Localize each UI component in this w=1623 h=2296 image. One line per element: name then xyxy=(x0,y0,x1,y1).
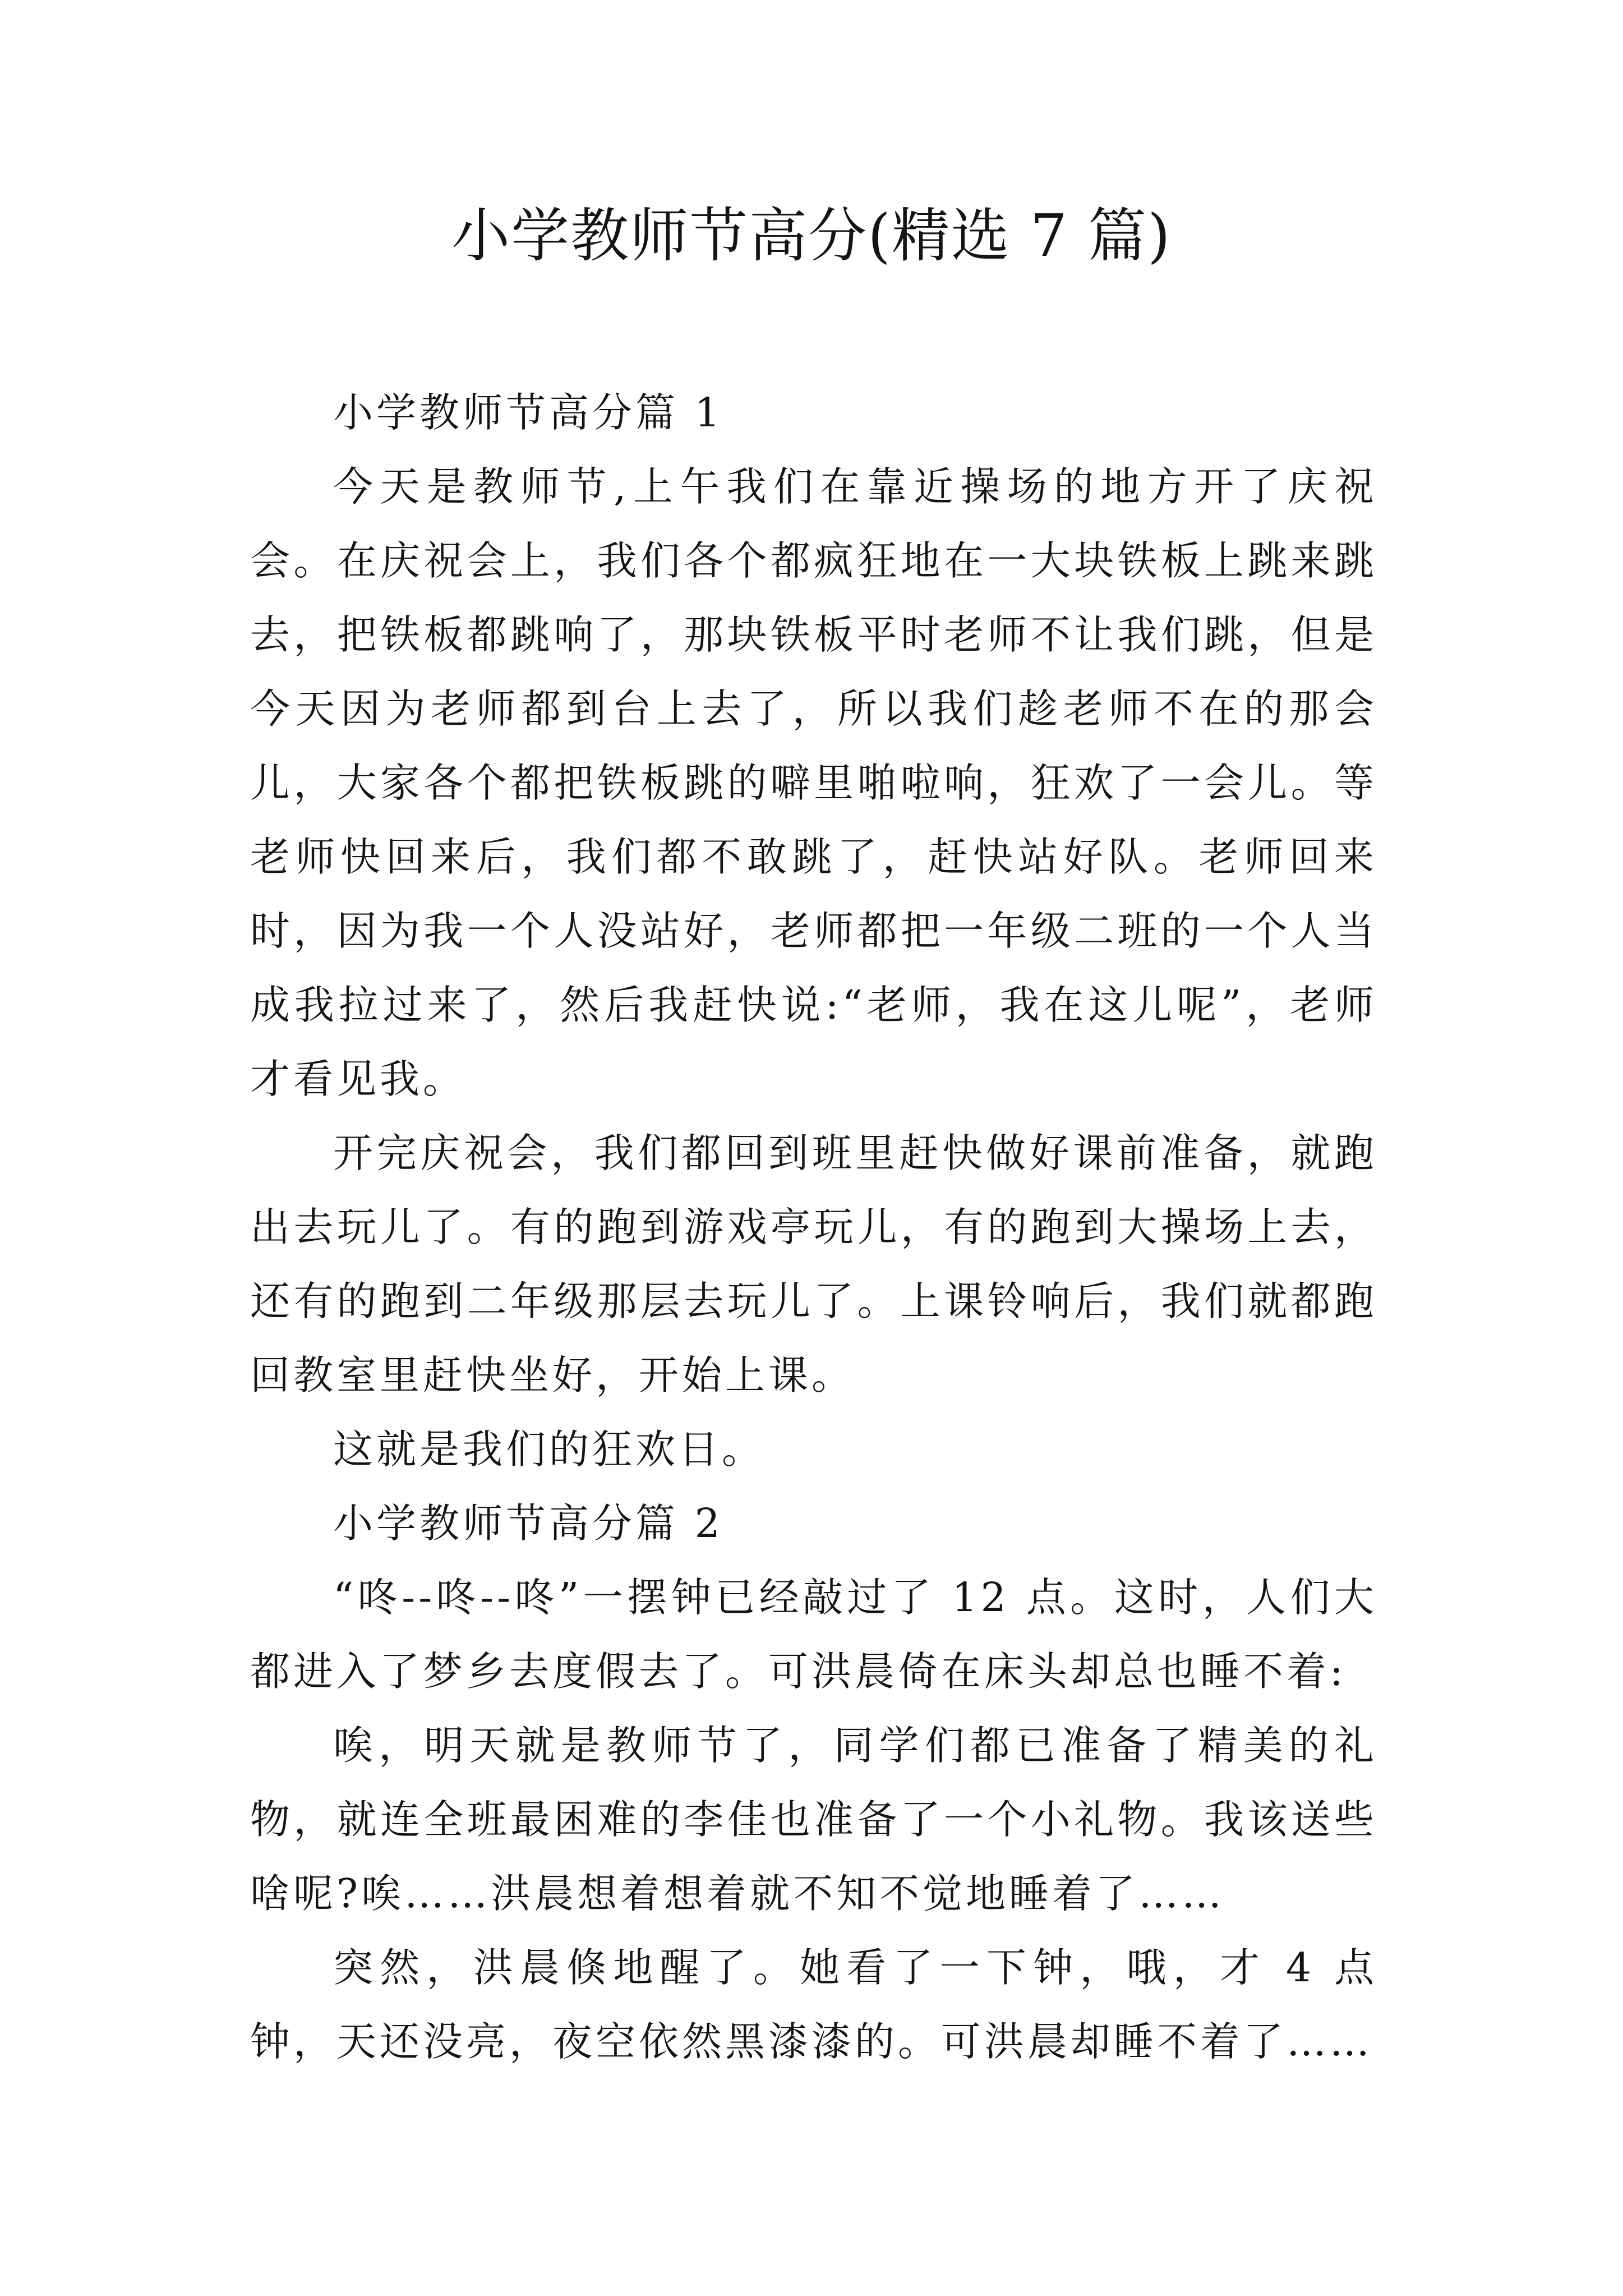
section-heading-2: 小学教师节高分篇 2 xyxy=(333,1500,723,1547)
paragraph: “咚--咚--咚”一摆钟已经敲过了 12 点。这时，人们大都进入了梦乡去度假去了。可洪晨倚在床头却总也睡不着: xyxy=(250,1574,1377,1695)
document-body xyxy=(250,376,1377,2079)
paragraph: 突然，洪晨倏地醒了。她看了一下钟，哦，才 4 点钟，天还没亮，夜空依然黑漆漆的。可洪晨却睡不着了…… xyxy=(250,1944,1377,2065)
section-heading-1: 小学教师节高分篇 1 xyxy=(333,389,723,436)
paragraph: 这就是我们的狂欢日。 xyxy=(333,1426,766,1473)
paragraph: 唉，明天就是教师节了，同学们都已准备了精美的礼物，就连全班最困难的李佳也准备了一个小礼物。我该送些啥呢?唉……洪晨想着想着就不知不觉地睡着了…… xyxy=(250,1722,1377,1917)
document-title: 小学教师节高分(精选 7 篇) xyxy=(451,201,1172,270)
paragraph: 今天是教师节,上午我们在靠近操场的地方开了庆祝会。在庆祝会上，我们各个都疯狂地在一大块铁板上跳来跳去，把铁板都跳响了，那块铁板平时老师不让我们跳，但是今天因为老师都到台上去了，所以我们趁老师不在的那会儿，大家各个都把铁板跳的噼里啪啦响，狂欢了一会儿。等老师快回来后，我们都不敢跳了，赶快站好队。老师回来时，因为我一个人没站好，老师都把一年级二班的一个人当成我拉过来了，然后我赶快说:“老师，我在这儿呢”，老师才看见我。 xyxy=(250,463,1377,1102)
paragraph: 开完庆祝会，我们都回到班里赶快做好课前准备，就跑出去玩儿了。有的跑到游戏亭玩儿，有的跑到大操场上去，还有的跑到二年级那层去玩儿了。上课铃响后，我们就都跑回教室里赶快坐好，开始上课。 xyxy=(250,1130,1377,1398)
